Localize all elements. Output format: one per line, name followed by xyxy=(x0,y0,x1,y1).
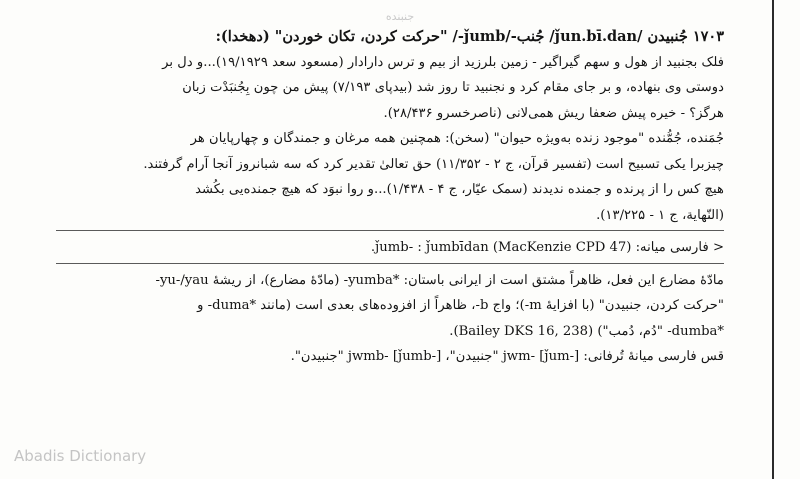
etymology-line-1: < فارسی میانه: ǰumb- : ǰumbīdan (MacKenzie CPD 47). xyxy=(370,240,724,255)
etymology-line-3: "حرکت کردن، جنبیدن" (با افزایهٔ m-)؛ واج b-، ظاهراً از افزوده‌های بعدی است (مانند *duma- و xyxy=(197,298,724,313)
text-line-4: جُمَنده، جُمُّنده "موجود زنده به‌ویژه حیوان" (سخن): همچنین همه مرغان و جمندگان و چهارپایان هر xyxy=(190,131,724,146)
entry-header-line: ۱۷۰۳ جُنبیدن /ǰun.bī.dan/ جُنب-/ǰumb-/ "حرکت کردن، تکان خوردن" (دهخدا): xyxy=(215,28,724,45)
etymology-line-5: قس فارسی میانهٔ تُرفانی: jwm- [ǰum-] "جنبیدن"، jwmb- [ǰumb-] "جنبیدن". xyxy=(290,349,724,364)
etymology-line-2: مادّهٔ مضارع این فعل، ظاهراً مشتق است از ایرانی باستان: *yumba- (مادّهٔ مضارع)، از ریشهٔ yu-/yau- xyxy=(155,272,724,288)
page-right-border-rule xyxy=(772,0,774,479)
text-line-6: هیچ کس را از پرنده و جمنده ندیدند (سمک عیّار، ج ۴ - ۱/۴۳۸)...و روا نبوَد که هیچ جمنده‌یی بکُشد xyxy=(195,182,724,197)
etymology-line-4: *dumba- "دُم، دُمب") (Bailey DKS 16, 238). xyxy=(449,323,724,339)
section-divider-2 xyxy=(56,263,724,264)
section-divider xyxy=(56,230,724,231)
text-line-7: (النّهایة، ج ۱ - ۱۳/۲۲۵). xyxy=(596,207,724,223)
text-line-1: فلک بجنبید از هول و سهم گیراگیر - زمین بلرزید از بیم و ترس دارادار (مسعود سعد ۱۹/۱۹۲۹)...و دل بر xyxy=(162,54,724,70)
entry-body xyxy=(56,24,724,370)
text-line-2: دوستی وی بنهاده، و بر جای مقام کرد و نجنبید تا روز شد (بیدپای ۷/۱۹۳) پیش من چون بِجُنبَدْت زبان xyxy=(182,80,724,95)
text-line-5: چیزبرا یکی تسبیح است (تفسیر قرآن، ج ۲ - ۱۱/۳۵۲) حق تعالیٰ تقدیر کرد که سه شبانروز آنجا آرام گرفتند. xyxy=(143,156,724,172)
text-line-3: هرگز؟ - خیره پیش ضعفا ریش همی‌لانی (ناصرخسرو ۲۸/۴۳۶). xyxy=(383,105,724,121)
top-watermark-word: جنبنده xyxy=(385,10,415,23)
site-watermark: Abadis Dictionary xyxy=(14,447,147,465)
